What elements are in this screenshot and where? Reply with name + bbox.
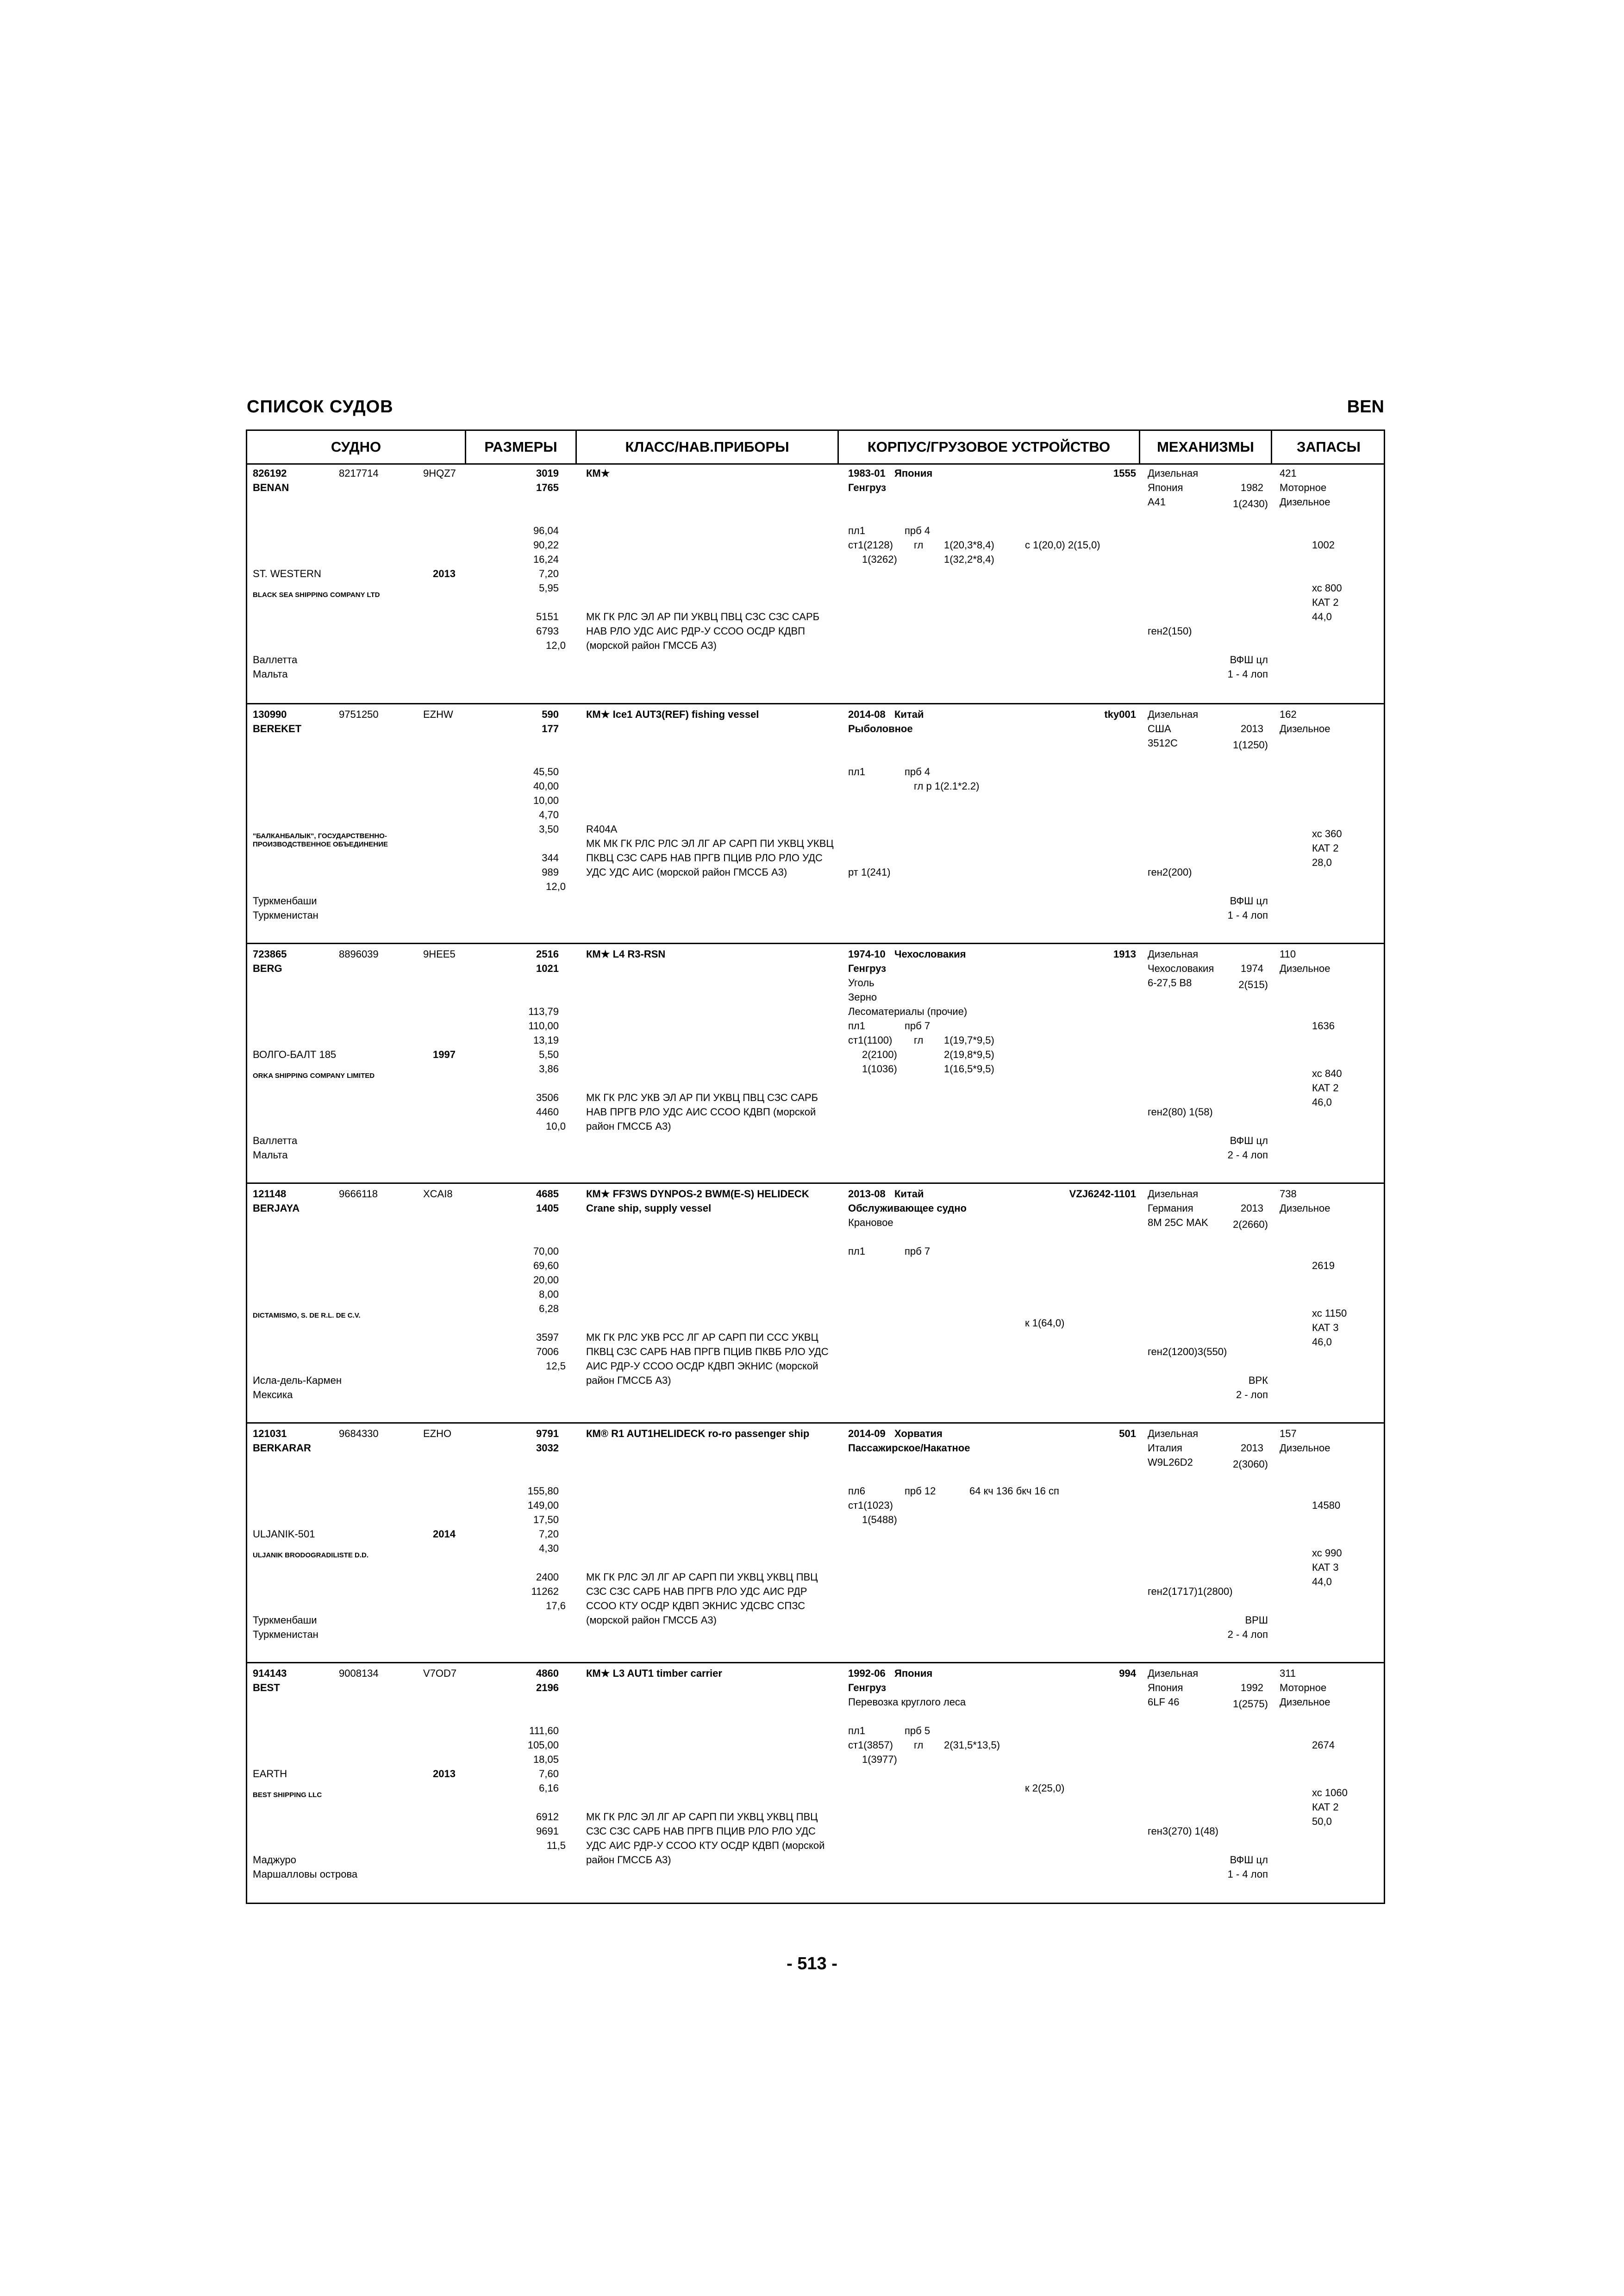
engine-model: A41	[1148, 496, 1166, 508]
dimension-value: 16,24	[533, 554, 559, 565]
former-name-year: 1997	[433, 1049, 456, 1060]
imo-number: 8896039	[339, 948, 379, 960]
imo-number: 9666118	[339, 1188, 378, 1200]
gross-tonnage: 590	[542, 709, 559, 720]
stores-value: КАТ 3	[1312, 1322, 1339, 1333]
ship-name: BERKARAR	[253, 1442, 311, 1454]
hull-item: рт 1(241)	[848, 866, 891, 878]
flag-state: Туркменистан	[253, 1629, 319, 1640]
header-mech: МЕХАНИЗМЫ	[1157, 439, 1254, 455]
stores-value: 157	[1280, 1428, 1297, 1439]
ship-name: BERG	[253, 963, 282, 974]
stores-value: 110	[1280, 948, 1296, 960]
nav-equipment: МК ГК РЛС УКВ РСС ЛГ АР САРП ПИ ССС УКВЦ ПКВЦ СЗС САРБ НАВ ПРГВ ПЦИВ ПКВБ РЛО УДС АИС РДР-У ССОО ОСДР КДВП ЭКНИС (морской район ГМССБ А3)	[586, 1332, 829, 1386]
engine-year: 2013	[1241, 1442, 1263, 1454]
hatch-size: 1(19,7*9,5)	[944, 1034, 994, 1046]
home-port: Исла-дель-Кармен	[253, 1375, 342, 1386]
build-date: 1974-10	[848, 948, 886, 960]
crane-item: к 2(25,0)	[1025, 1782, 1065, 1794]
hull-item: пл1	[848, 1020, 865, 1032]
deadweight-value: 9691	[536, 1825, 559, 1837]
hull-item: 2(2100)	[862, 1049, 897, 1060]
call-sign: EZHW	[423, 709, 453, 720]
reg-number: 121148	[253, 1188, 287, 1200]
build-date: 1983-01	[848, 467, 886, 479]
former-name-year: 2014	[433, 1528, 456, 1540]
hatch-size: 1(20,3*8,4)	[944, 539, 994, 551]
flag-state: Мексика	[253, 1389, 293, 1400]
build-date: 2014-08	[848, 709, 886, 720]
dimension-value: 149,00	[527, 1500, 559, 1511]
stores-value: КАТ 2	[1312, 1801, 1339, 1813]
engine-year: 2013	[1241, 1202, 1263, 1214]
imo-number: 9008134	[339, 1668, 379, 1679]
ship-type-extra: Лесоматериалы (прочие)	[848, 1006, 968, 1017]
stores-value: 28,0	[1312, 857, 1332, 868]
stores-value: 162	[1280, 709, 1297, 720]
hull-item: ст1(1023)	[848, 1500, 893, 1511]
engine-model: 6LF 46	[1148, 1696, 1180, 1708]
reg-number: 914143	[253, 1668, 287, 1679]
class-notation: КМ★ Ice1 AUT3(REF) fishing vessel	[586, 709, 759, 720]
build-country: Китай	[894, 709, 924, 720]
home-port: Туркменбаши	[253, 895, 317, 907]
stores-value: Дизельное	[1280, 496, 1330, 508]
deadweight-value: 6912	[536, 1811, 559, 1823]
header-hull: КОРПУС/ГРУЗОВОЕ УСТРОЙСТВО	[867, 439, 1111, 455]
generators: ген2(80) 1(58)	[1148, 1106, 1213, 1118]
engine-power: 2(515)	[1238, 979, 1268, 990]
former-name: ВОЛГО-БАЛТ 185	[253, 1049, 337, 1060]
stores-value: 311	[1280, 1668, 1296, 1679]
stores-value: хс 800	[1312, 582, 1342, 594]
propeller-blades: 2 - 4 лоп	[1227, 1149, 1268, 1161]
dimension-value: 69,60	[533, 1260, 559, 1271]
dimension-value: 18,05	[533, 1754, 559, 1765]
hull-item: ст1(1100)	[848, 1034, 893, 1046]
nav-equipment: МК ГК РЛС ЭЛ ЛГ АР САРП ПИ УКВЦ УКВЦ ПВЦ СЗС СЗС САРБ НАВ ПРГВ РЛО УДС АИС РДР ССОО КТУ ОСДР КДВП ЭКНИС УДСВС СПЗС (морской район ГМССБ А3)	[586, 1571, 818, 1626]
build-date: 2014-09	[848, 1428, 886, 1439]
flag-state: Мальта	[253, 1149, 288, 1161]
engine-country: США	[1148, 723, 1171, 734]
generators: ген3(270) 1(48)	[1148, 1825, 1218, 1837]
dimension-value: 155,80	[527, 1485, 559, 1497]
build-country: Чехословакия	[894, 948, 966, 960]
ship-type-extra: Уголь	[848, 977, 874, 989]
ship-record	[247, 1422, 1384, 1663]
former-name: ST. WESTERN	[253, 568, 321, 579]
hull-item: 1(3977)	[862, 1754, 897, 1765]
dimension-value: 6,16	[539, 1782, 559, 1794]
net-tonnage: 3032	[536, 1442, 559, 1454]
deadweight-value: 17,6	[546, 1600, 566, 1612]
dimension-value: 8,00	[539, 1288, 559, 1300]
dimension-value: 113,79	[528, 1006, 559, 1017]
dimension-value: 7,20	[539, 1528, 559, 1540]
home-port: Туркменбаши	[253, 1614, 317, 1626]
ship-record	[247, 703, 1384, 944]
stores-value: хс 1150	[1312, 1307, 1347, 1319]
engine-type: Дизельная	[1148, 1668, 1199, 1679]
ship-type-extra: Перевозка круглого леса	[848, 1696, 966, 1708]
call-sign: 9HQZ7	[423, 467, 456, 479]
call-sign: XCAI8	[423, 1188, 453, 1200]
gross-tonnage: 4860	[536, 1668, 559, 1679]
hull-item: пл1	[848, 766, 865, 778]
dimension-value: 105,00	[527, 1739, 559, 1751]
hull-item: прб 4	[905, 525, 931, 536]
net-tonnage: 2196	[536, 1682, 559, 1693]
stores-value: 421	[1280, 467, 1297, 479]
ship-record	[247, 1662, 1384, 1903]
flag-state: Туркменистан	[253, 909, 319, 921]
hull-item: ст1(2128)	[848, 539, 893, 551]
stores-value: хс 840	[1312, 1068, 1342, 1079]
dimension-value: 90,22	[533, 539, 559, 551]
propeller-blades: 1 - 4 лоп	[1227, 909, 1268, 921]
page-number: - 513 -	[787, 1954, 837, 1973]
propeller-type: ВРК	[1248, 1375, 1268, 1386]
engine-power: 1(2575)	[1233, 1698, 1268, 1710]
former-name: EARTH	[253, 1768, 287, 1780]
header-dims: РАЗМЕРЫ	[484, 439, 557, 455]
engine-type: Дизельная	[1148, 1428, 1199, 1439]
stores-value: 738	[1280, 1188, 1297, 1200]
engine-year: 1982	[1241, 482, 1263, 493]
engine-power: 1(2430)	[1233, 498, 1268, 510]
flag-state: Маршалловы острова	[253, 1868, 358, 1880]
ship-name: BENAN	[253, 482, 289, 493]
stores-value: 46,0	[1312, 1096, 1332, 1108]
build-country: Китай	[894, 1188, 924, 1200]
stores-value: 46,0	[1312, 1336, 1332, 1348]
call-sign: V7OD7	[423, 1668, 457, 1679]
hull-item: 1(1036)	[862, 1063, 897, 1075]
crane-item: с 1(20,0) 2(15,0)	[1025, 539, 1100, 551]
deadweight-value: 12,5	[546, 1360, 566, 1372]
net-tonnage: 1021	[536, 963, 559, 974]
ship-name: BERJAYA	[253, 1202, 300, 1214]
dimension-value: 17,50	[533, 1514, 559, 1525]
gross-tonnage: 2516	[536, 948, 559, 960]
ship-type: Пассажирское/Накатное	[848, 1442, 970, 1454]
engine-country: Чехословакия	[1148, 963, 1214, 974]
imo-number: 9751250	[339, 709, 379, 720]
deadweight-value: 989	[542, 866, 559, 878]
engine-country: Италия	[1148, 1442, 1182, 1454]
stores-value: КАТ 2	[1312, 597, 1339, 608]
hull-item: пл6	[848, 1485, 865, 1497]
deadweight-value: 11,5	[546, 1840, 566, 1851]
hull-item: прб 4	[905, 766, 931, 778]
hatch-size: 2(19,8*9,5)	[944, 1049, 994, 1060]
hull-item: гл	[914, 539, 924, 551]
reg-number: 130990	[253, 709, 287, 720]
class-notation: КМ★ FF3WS DYNPOS-2 BWM(E-S) HELIDECK	[586, 1188, 809, 1200]
engine-power: 2(2660)	[1233, 1219, 1268, 1230]
hatch-size: 1(32,2*8,4)	[944, 554, 994, 565]
ship-type-extra: Зерно	[848, 991, 877, 1003]
dimension-value: 45,50	[533, 766, 559, 778]
stores-value: КАТ 2	[1312, 1082, 1339, 1094]
engine-type: Дизельная	[1148, 948, 1199, 960]
yard-number: 501	[1119, 1428, 1136, 1439]
propeller-type: ВРШ	[1245, 1614, 1268, 1626]
stores-value: Дизельное	[1280, 723, 1330, 734]
build-date: 1992-06	[848, 1668, 886, 1679]
ship-type: Генгруз	[848, 963, 887, 974]
engine-model: W9L26D2	[1148, 1456, 1193, 1468]
build-country: Япония	[894, 1668, 933, 1679]
deadweight-value: 12,0	[546, 881, 566, 892]
yard-number: 1913	[1113, 948, 1136, 960]
class-notation: КМ® R1 AUT1HELIDECK ro-ro passenger ship	[586, 1428, 810, 1439]
net-tonnage: 177	[542, 723, 559, 734]
dimension-value: 5,50	[539, 1049, 559, 1060]
stores-value: хс 360	[1312, 828, 1342, 840]
stores-value: Дизельное	[1280, 963, 1330, 974]
dimension-value: 96,04	[533, 525, 559, 536]
stores-value: хс 1060	[1312, 1787, 1348, 1798]
stores-value: КАТ 2	[1312, 842, 1339, 854]
engine-year: 1974	[1241, 963, 1263, 974]
imo-number: 8217714	[339, 467, 379, 479]
home-port: Валлетта	[253, 654, 298, 666]
hull-item: гл	[914, 1034, 924, 1046]
former-name-year: 2013	[433, 568, 456, 579]
engine-power: 2(3060)	[1233, 1458, 1268, 1470]
hull-item: пл1	[848, 525, 865, 536]
owner-name: BEST SHIPPING LLC	[253, 1791, 322, 1799]
page-code: BEN	[1347, 397, 1384, 417]
owner-name: DICTAMISMO, S. DE R.L. DE C.V.	[253, 1312, 361, 1319]
engine-power: 1(1250)	[1233, 739, 1268, 751]
hull-item: гл	[914, 1739, 924, 1751]
dimension-value: 3,50	[539, 823, 559, 835]
ship-record	[247, 463, 1384, 703]
propeller-blades: 2 - 4 лоп	[1227, 1629, 1268, 1640]
home-port: Валлетта	[253, 1135, 298, 1146]
header-stores: ЗАПАСЫ	[1296, 439, 1361, 455]
home-port: Маджуро	[253, 1854, 296, 1866]
deadweight-value: 10,0	[546, 1120, 566, 1132]
deadweight-value: 4460	[536, 1106, 559, 1118]
propeller-type: ВФШ цл	[1230, 895, 1268, 907]
engine-year: 2013	[1241, 723, 1263, 734]
dimension-value: 6,28	[539, 1303, 559, 1314]
deadweight-value: 11262	[531, 1586, 559, 1597]
deadweight-value: 3506	[536, 1092, 559, 1103]
deadweight-value: 12,0	[546, 640, 566, 651]
engine-country: Германия	[1148, 1202, 1193, 1214]
propeller-type: ВФШ цл	[1230, 654, 1268, 666]
imo-number: 9684330	[339, 1428, 379, 1439]
stores-value: Дизельное	[1280, 1202, 1330, 1214]
net-tonnage: 1405	[536, 1202, 559, 1214]
nav-equipment: МК ГК РЛС ЭЛ ЛГ АР САРП ПИ УКВЦ УКВЦ ПВЦ СЗС СЗС САРБ НАВ ПРГВ ПЦИВ РЛО РЛО УДС УДС АИС РДР-У ССОО КТУ ОСДР КДВП (морской район ГМССБ А3)	[586, 1811, 825, 1866]
hull-item: пл1	[848, 1245, 865, 1257]
dimension-value: 4,70	[539, 809, 559, 821]
class-notation-extra: R404A	[586, 823, 618, 835]
call-sign: EZHO	[423, 1428, 452, 1439]
stores-value: Моторное	[1280, 1682, 1327, 1693]
propeller-blades: 1 - 4 лоп	[1227, 668, 1268, 680]
class-notation-extra: Crane ship, supply vessel	[586, 1202, 712, 1214]
stores-value: КАТ 3	[1312, 1562, 1339, 1573]
engine-model: 6-27,5 В8	[1148, 977, 1192, 989]
stores-value: 14580	[1312, 1500, 1341, 1511]
class-notation: КМ★ L4 R3-RSN	[586, 948, 666, 960]
former-name-year: 2013	[433, 1768, 456, 1780]
owner-name: ORKA SHIPPING COMPANY LIMITED	[253, 1072, 375, 1080]
class-notation: КМ★ L3 AUT1 timber carrier	[586, 1668, 722, 1679]
ship-record	[247, 1182, 1384, 1424]
hatch-size: 1(16,5*9,5)	[944, 1063, 994, 1075]
engine-model: 8M 25C MAK	[1148, 1217, 1208, 1228]
header-ship: СУДНО	[331, 439, 381, 455]
deadweight-value: 6793	[536, 625, 559, 637]
gross-tonnage: 3019	[536, 467, 559, 479]
reg-number: 723865	[253, 948, 287, 960]
flag-state: Мальта	[253, 668, 288, 680]
build-country: Хорватия	[894, 1428, 943, 1439]
hatch-size: 2(31,5*13,5)	[944, 1739, 1000, 1751]
deadweight-value: 344	[542, 852, 559, 864]
ship-table	[246, 429, 1385, 1904]
yard-number: 1555	[1113, 467, 1136, 479]
ship-name: BEREKET	[253, 723, 302, 734]
nav-equipment: МК МК ГК РЛС РЛС ЭЛ ЛГ АР САРП ПИ УКВЦ УКВЦ ПКВЦ СЗС САРБ НАВ ПРГВ ПЦИВ РЛО РЛО УДС УДС УДС АИС (морской район ГМССБ А3)	[586, 838, 834, 878]
call-sign: 9HEE5	[423, 948, 456, 960]
yard-number: VZJ6242-1101	[1069, 1188, 1136, 1200]
stores-value: 2674	[1312, 1739, 1335, 1751]
engine-country: Япония	[1148, 1682, 1183, 1693]
ship-type: Генгруз	[848, 482, 887, 493]
stores-value: 1636	[1312, 1020, 1335, 1032]
hull-item: ст1(3857)	[848, 1739, 893, 1751]
crane-item: к 1(64,0)	[1025, 1317, 1065, 1329]
hull-item: прб 7	[905, 1245, 931, 1257]
dimension-value: 70,00	[533, 1245, 559, 1257]
yard-number: 994	[1119, 1668, 1136, 1679]
dimension-value: 7,20	[539, 568, 559, 579]
class-notation: КМ★	[586, 467, 610, 479]
generators: ген2(1717)1(2800)	[1148, 1586, 1233, 1597]
hull-item: гл р 1(2.1*2.2)	[914, 780, 980, 792]
yard-number: tky001	[1104, 709, 1136, 720]
engine-type: Дизельная	[1148, 1188, 1199, 1200]
stores-value: 44,0	[1312, 611, 1332, 622]
owner-name: BLACK SEA SHIPPING COMPANY LTD	[253, 591, 380, 599]
nav-equipment: МК ГК РЛС ЭЛ АР ПИ УКВЦ ПВЦ СЗС СЗС САРБ НАВ РЛО УДС АИС РДР-У ССОО ОСДР КДВП (морской район ГМССБ А3)	[586, 611, 820, 651]
generators: ген2(1200)3(550)	[1148, 1346, 1227, 1357]
stores-value: хс 990	[1312, 1547, 1342, 1559]
dimension-value: 10,00	[533, 795, 559, 806]
nav-equipment: МК ГК РЛС УКВ ЭЛ АР ПИ УКВЦ ПВЦ СЗС САРБ НАВ ПРГВ РЛО УДС АИС ССОО КДВП (морской район ГМССБ А3)	[586, 1092, 818, 1132]
stores-value: 2619	[1312, 1260, 1335, 1271]
engine-country: Япония	[1148, 482, 1183, 493]
propeller-type: ВФШ цл	[1230, 1854, 1268, 1866]
engine-year: 1992	[1241, 1682, 1263, 1693]
hull-item: пл1	[848, 1725, 865, 1736]
ship-type: Рыболовное	[848, 723, 913, 734]
dimension-value: 13,19	[533, 1034, 559, 1046]
generators: ген2(200)	[1148, 866, 1192, 878]
dimension-value: 5,95	[539, 582, 559, 594]
stores-value: 44,0	[1312, 1576, 1332, 1587]
stores-value: 50,0	[1312, 1816, 1332, 1827]
ship-type-extra: Крановое	[848, 1217, 893, 1228]
header-class: КЛАСС/НАВ.ПРИБОРЫ	[625, 439, 789, 455]
page-title: СПИСОК СУДОВ	[247, 397, 394, 417]
stores-value: Моторное	[1280, 482, 1327, 493]
owner-name: ULJANIK BRODOGRADILISTE D.D.	[253, 1551, 369, 1559]
hull-item: 1(3262)	[862, 554, 897, 565]
dimension-value: 7,60	[539, 1768, 559, 1780]
build-date: 2013-08	[848, 1188, 886, 1200]
engine-type: Дизельная	[1148, 709, 1199, 720]
stores-value: 1002	[1312, 539, 1335, 551]
ship-name: BEST	[253, 1682, 280, 1693]
dimension-value: 40,00	[533, 780, 559, 792]
former-name: ULJANIK-501	[253, 1528, 315, 1540]
propeller-blades: 1 - 4 лоп	[1227, 1868, 1268, 1880]
gross-tonnage: 9791	[536, 1428, 559, 1439]
hull-item: прб 7	[905, 1020, 931, 1032]
stores-value: Дизельное	[1280, 1696, 1330, 1708]
reg-number: 826192	[253, 467, 287, 479]
deadweight-value: 5151	[536, 611, 559, 622]
ship-record	[247, 943, 1384, 1184]
deadweight-value: 7006	[536, 1346, 559, 1357]
owner-name: "БАЛКАНБАЛЫК", ГОСУДАРСТВЕННО-ПРОИЗВОДСТВЕННОЕ ОБЪЕДИНЕНИЕ	[253, 832, 388, 848]
ship-type: Генгруз	[848, 1682, 887, 1693]
reg-number: 121031	[253, 1428, 287, 1439]
net-tonnage: 1765	[536, 482, 559, 493]
ship-type: Обслуживающее судно	[848, 1202, 967, 1214]
dimension-value: 4,30	[539, 1543, 559, 1554]
generators: ген2(150)	[1148, 625, 1192, 637]
propeller-blades: 2 - лоп	[1236, 1389, 1268, 1400]
engine-model: 3512C	[1148, 737, 1178, 749]
dimension-value: 3,86	[539, 1063, 559, 1075]
propeller-type: ВФШ цл	[1230, 1135, 1268, 1146]
dimension-value: 111,60	[529, 1725, 559, 1736]
deadweight-value: 3597	[536, 1332, 559, 1343]
gross-tonnage: 4685	[536, 1188, 559, 1200]
table-header	[247, 431, 1384, 465]
hull-item: прб 12	[905, 1485, 936, 1497]
engine-type: Дизельная	[1148, 467, 1199, 479]
hatch-size: 64 кч 136 бкч 16 сп	[969, 1485, 1059, 1497]
stores-value: Дизельное	[1280, 1442, 1330, 1454]
hull-item: 1(5488)	[862, 1514, 897, 1525]
dimension-value: 110,00	[528, 1020, 559, 1032]
dimension-value: 20,00	[533, 1274, 559, 1286]
hull-item: прб 5	[905, 1725, 931, 1736]
deadweight-value: 2400	[536, 1571, 559, 1583]
build-country: Япония	[894, 467, 933, 479]
